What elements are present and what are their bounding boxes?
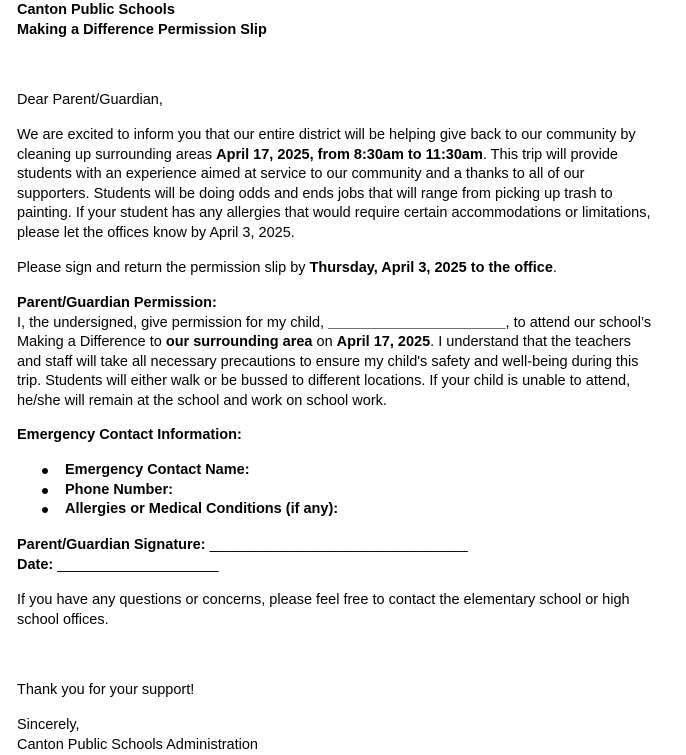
document-title: Making a Difference Permission Slip <box>17 21 267 38</box>
questions-paragraph: If you have any questions or concerns, please feel free to contact the elementary school or high school offices. <box>17 592 630 628</box>
signature-label: Parent/Guardian Signature: <box>17 537 210 553</box>
return-note <box>17 259 657 279</box>
event-area: our surrounding area <box>165 334 313 350</box>
permission-text-4: . I understand that the teachers and staff will take all necessary precautions to ensure my child's safety and well-being during this trip. Students will either walk or be bussed to different locations. If your child is unable to attend, he/she will remain at the school and work on school work. <box>17 334 639 409</box>
return-note-text: Please sign and return the permission slip by <box>17 260 310 276</box>
list-item: Emergency Contact Name: <box>17 461 338 481</box>
event-date-time: April 17, 2025, from 8:30am to 11:30am <box>216 146 483 163</box>
intro-paragraph <box>17 126 657 243</box>
greeting: Dear Parent/Guardian, <box>17 92 163 108</box>
permission-text-2: , to attend our school’s Making a Difference to <box>17 314 652 350</box>
permission-text-1: I, the undersigned, give permission for my child, <box>17 314 329 331</box>
closing <box>17 716 657 755</box>
date-label: Date: <box>17 556 58 573</box>
closing-word: Sincerely, <box>17 717 80 733</box>
thanks-line: Thank you for your support! <box>17 682 195 698</box>
emergency-heading <box>17 426 657 446</box>
date-line: ____________________ <box>57 556 219 573</box>
emergency-heading-text: Emergency Contact Information: <box>17 427 242 443</box>
org-name: Canton Public Schools <box>17 2 175 18</box>
letter-header <box>17 1 657 40</box>
intro-text-1: We are excited to inform you that our entire district will be helping give back to our community by cleaning up surrounding areas <box>17 127 636 163</box>
event-date: April 17, 2025 <box>336 334 431 350</box>
permission-section <box>17 294 657 411</box>
permission-heading: Parent/Guardian Permission: <box>17 295 217 311</box>
list-item: Allergies or Medical Conditions (if any): <box>17 500 338 520</box>
signature-line: ________________________________ <box>209 537 468 553</box>
return-deadline: Thursday, April 3, 2025 to the office <box>309 260 553 276</box>
signature-section <box>17 536 657 575</box>
intro-text-2: . This trip will provide students with an experience aimed at service to our community and a thanks to all of our supporters. Students will be doing odds and ends jobs that will range from picking up trash to painting. If your student has any allergies that would require certain accommodations or limitations, please let the offices know by April 3, 2025. <box>17 146 651 241</box>
sender-name: Canton Public Schools Administration <box>17 736 258 753</box>
child-name-blank: ______________________ <box>328 314 506 331</box>
list-item: Phone Number: <box>17 481 338 501</box>
permission-text-3: on <box>312 334 337 350</box>
emergency-list <box>17 461 338 520</box>
return-note-end: . <box>552 260 557 276</box>
